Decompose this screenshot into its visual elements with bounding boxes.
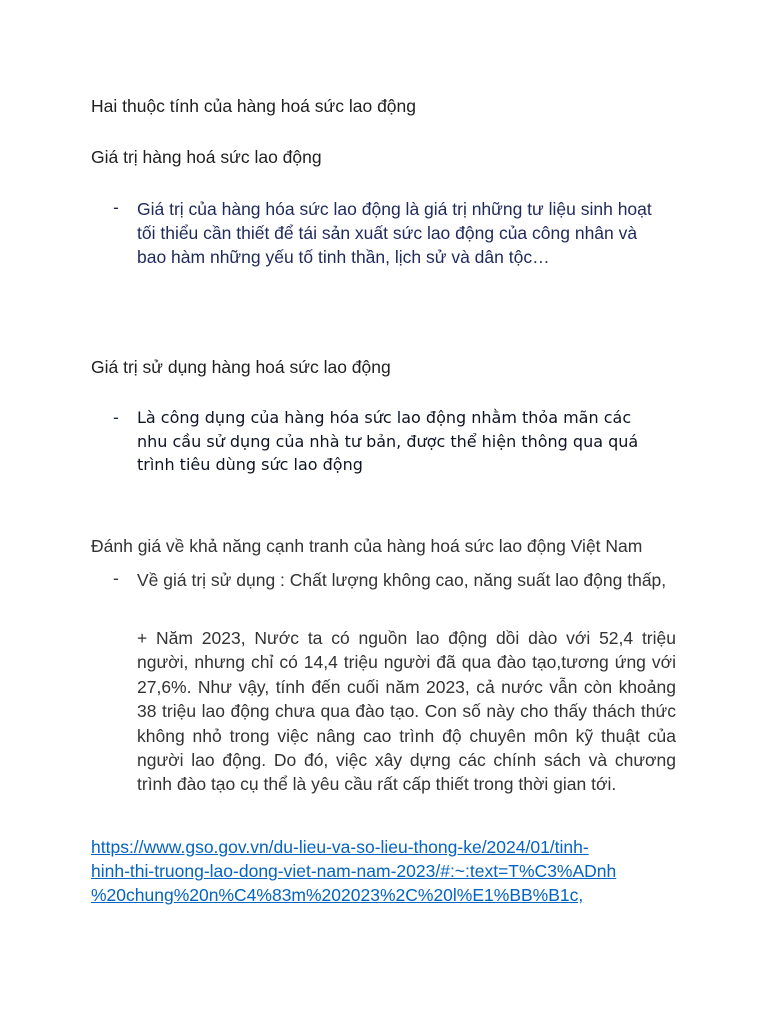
bullet-line: trình tiêu dùng sức lao động [137, 455, 363, 474]
detail-paragraph: + Năm 2023, Nước ta có nguồn lao động dồi dào với 52,4 triệu người, nhưng chỉ có 14,4 triệu người đã qua đào tạo,tương ứng với 27,6%. Như vậy, tính đến cuối năm 2023, cả nước vẫn còn khoảng 38 triệu lao động chưa qua đào tạo. Con số này cho thấy thách thức không nhỏ trong việc nâng cao trình độ chuyên môn kỹ thuật của người lao động. Do đó, việc xây dựng các chính sách và chương trình đào tạo cụ thể là yêu cầu rất cấp thiết trong thời gian tới. [137, 628, 676, 795]
heading-use-value: Giá trị sử dụng hàng hoá sức lao động [91, 357, 391, 377]
bullet-use-value-definition [113, 406, 683, 478]
dash-marker: - [113, 568, 119, 588]
heading-competitiveness: Đánh giá về khả năng cạnh tranh của hàng hoá sức lao động Việt Nam [91, 536, 643, 556]
bullet-line: nhu cầu sử dụng của nhà tư bản, được thể hiện thông qua quá [137, 431, 639, 451]
source-link[interactable] [91, 835, 711, 907]
bullet-line: Giá trị của hàng hóa sức lao động là giá trị những tư liệu sinh hoạt [137, 199, 652, 219]
bullet-use-value-quality [113, 568, 676, 618]
dash-marker: - [113, 407, 119, 427]
bullet-text [137, 406, 683, 477]
heading-value: Giá trị hàng hoá sức lao động [91, 147, 322, 167]
link-line: %20chung%20n%C4%83m%202023%2C%20l%E1%BB%B1c, [91, 885, 584, 905]
bullet-value-definition [113, 197, 683, 273]
link-line: hinh-thi-truong-lao-dong-viet-nam-nam-2023/#:~:text=T%C3%ADnh [91, 861, 617, 881]
link-line: https://www.gso.gov.vn/du-lieu-va-so-lieu-thong-ke/2024/01/tinh- [91, 837, 589, 857]
bullet-line: bao hàm những yếu tố tinh thần, lịch sử và dân tộc… [137, 247, 550, 267]
heading-two-attributes: Hai thuộc tính của hàng hoá sức lao động [91, 96, 416, 116]
bullet-line: tối thiểu cần thiết để tái sản xuất sức lao động của công nhân và [137, 223, 638, 243]
bullet-text: Về giá trị sử dụng : Chất lượng không cao, năng suất lao động thấp, [137, 570, 667, 590]
bullet-line: Là công dụng của hàng hóa sức lao động nhằm thỏa mãn các [137, 408, 632, 427]
dash-marker: - [113, 197, 119, 217]
bullet-text [137, 197, 683, 269]
